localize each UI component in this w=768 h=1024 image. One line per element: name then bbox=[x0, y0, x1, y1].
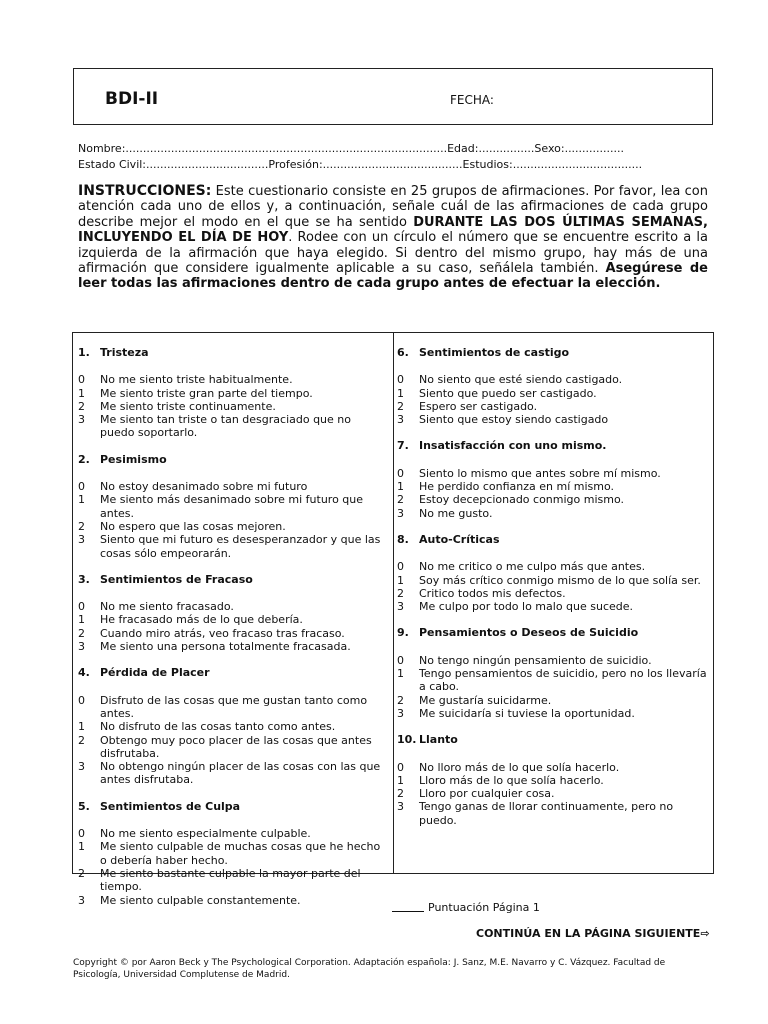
question-heading bbox=[397, 733, 709, 746]
answer-value[interactable]: 1 bbox=[397, 573, 404, 587]
answer-option[interactable] bbox=[397, 373, 709, 386]
answer-text: Obtengo muy poco placer de las cosas que antes disfrutaba. bbox=[100, 733, 372, 760]
answer-option[interactable] bbox=[78, 827, 388, 840]
question-heading bbox=[78, 573, 388, 586]
answer-text: Me siento una persona totalmente fracasada. bbox=[100, 640, 351, 654]
question-title: Sentimientos de castigo bbox=[419, 346, 570, 359]
page-score bbox=[392, 901, 540, 914]
answer-option[interactable] bbox=[78, 867, 388, 894]
answer-value[interactable]: 1 bbox=[397, 480, 404, 494]
answer-option[interactable] bbox=[397, 800, 709, 827]
answer-option[interactable] bbox=[78, 387, 388, 400]
answer-text: Me siento culpable constantemente. bbox=[100, 893, 301, 907]
answer-text: Critico todos mis defectos. bbox=[419, 586, 566, 600]
answer-option[interactable] bbox=[78, 413, 388, 440]
answer-value[interactable]: 0 bbox=[397, 373, 404, 387]
instructions-text-2: . Rodee con un círculo el número que se encuentre escrito a la izquierda de la afirmación que haya elegido. Si dentro del mismo grupo, hay más de una afirmación que considere igualmente aplicable a su caso, señálela también. bbox=[78, 230, 708, 277]
question-heading bbox=[78, 800, 388, 813]
answer-text: Me siento tan triste o tan desgraciado que no puedo soportarlo. bbox=[100, 413, 351, 440]
score-blank[interactable] bbox=[392, 911, 424, 912]
answer-value[interactable]: 3 bbox=[397, 506, 404, 520]
answer-text: Me siento culpable de muchas cosas que he hecho o debería haber hecho. bbox=[100, 840, 381, 867]
answer-text: No obtengo ningún placer de las cosas con las que antes disfrutaba. bbox=[100, 760, 381, 787]
answer-value[interactable]: 1 bbox=[78, 840, 85, 854]
answer-value[interactable]: 0 bbox=[397, 560, 404, 574]
question-item bbox=[78, 666, 388, 786]
answer-text: No siento que esté siendo castigado. bbox=[419, 373, 623, 387]
question-heading bbox=[78, 666, 388, 679]
instructions bbox=[78, 184, 708, 292]
form-title: BDI-II bbox=[105, 89, 159, 109]
answer-option[interactable] bbox=[78, 400, 388, 413]
question-number: 1. bbox=[78, 346, 90, 359]
patient-info bbox=[78, 141, 714, 173]
patient-info-line-2: Estado Civil:...................................Profesión:........................................Estudios:..................................... bbox=[78, 158, 643, 171]
answer-option[interactable] bbox=[78, 533, 388, 560]
answer-text: Siento que puedo ser castigado. bbox=[419, 386, 597, 400]
answer-option[interactable] bbox=[78, 373, 388, 386]
items-column-left bbox=[78, 346, 388, 920]
answer-option[interactable] bbox=[397, 600, 709, 613]
patient-info-line-1: Nombre:............................................................................................Edad:................Sexo:................. bbox=[78, 142, 625, 155]
answer-value[interactable]: 3 bbox=[397, 800, 404, 814]
question-title: Sentimientos de Fracaso bbox=[100, 572, 253, 586]
answer-value[interactable]: 0 bbox=[78, 373, 85, 387]
answer-text: Cuando miro atrás, veo fracaso tras fracaso. bbox=[100, 626, 345, 640]
answer-text: Tengo pensamientos de suicidio, pero no los llevaría a cabo. bbox=[419, 667, 707, 694]
question-title: Pesimismo bbox=[100, 452, 167, 466]
question-title: Sentimientos de Culpa bbox=[100, 799, 241, 813]
answer-option[interactable] bbox=[397, 667, 709, 694]
answer-option[interactable] bbox=[78, 894, 388, 907]
question-number: 10. bbox=[397, 733, 417, 747]
answer-option[interactable] bbox=[78, 613, 388, 626]
answer-option[interactable] bbox=[78, 640, 388, 653]
answer-option[interactable] bbox=[78, 694, 388, 721]
question-item bbox=[397, 733, 709, 827]
question-heading bbox=[78, 346, 388, 359]
answer-value[interactable]: 2 bbox=[78, 519, 85, 533]
answer-text: No disfruto de las cosas tanto como antes. bbox=[100, 720, 336, 734]
answer-text: Me suicidaría si tuviese la oportunidad. bbox=[419, 706, 635, 720]
right-arrow-icon: ⇨ bbox=[700, 927, 710, 940]
answer-value[interactable]: 3 bbox=[78, 413, 85, 427]
answer-option[interactable] bbox=[397, 707, 709, 720]
answer-option[interactable] bbox=[397, 387, 709, 400]
question-item bbox=[78, 800, 388, 907]
answer-text: No me critico o me culpo más que antes. bbox=[419, 560, 646, 574]
answer-value[interactable]: 3 bbox=[78, 533, 85, 547]
question-item bbox=[397, 439, 709, 519]
instructions-emphasis-1: DURANTE LAS DOS ÚLTIMAS SEMANAS, INCLUYENDO EL DÍA DE HOY bbox=[78, 214, 708, 246]
answer-value[interactable]: 2 bbox=[397, 693, 404, 707]
answer-value[interactable]: 3 bbox=[397, 600, 404, 614]
answer-option[interactable] bbox=[397, 560, 709, 573]
question-number: 5. bbox=[78, 799, 90, 813]
answer-text: Siento que estoy siendo castigado bbox=[419, 413, 609, 427]
answer-text: Espero ser castigado. bbox=[419, 399, 538, 413]
answer-value[interactable]: 2 bbox=[397, 787, 404, 801]
question-heading bbox=[397, 439, 709, 452]
answer-value[interactable]: 1 bbox=[78, 613, 85, 627]
answer-value[interactable]: 3 bbox=[78, 760, 85, 774]
copyright-notice: Copyright © por Aaron Beck y The Psychological Corporation. Adaptación española: J. Sanz, M.E. Navarro y C. Vázquez. Facultad de Psicología, Universidad Complutense de Madrid. bbox=[73, 958, 666, 980]
question-number: 4. bbox=[78, 666, 90, 680]
question-number: 6. bbox=[397, 346, 409, 359]
answer-option[interactable] bbox=[397, 761, 709, 774]
answer-option[interactable] bbox=[397, 507, 709, 520]
question-title: Auto-Críticas bbox=[419, 532, 500, 546]
answer-option[interactable] bbox=[78, 480, 388, 493]
answer-text: Me culpo por todo lo malo que sucede. bbox=[419, 600, 634, 614]
answer-option[interactable] bbox=[78, 720, 388, 733]
question-item bbox=[397, 346, 709, 426]
question-heading bbox=[397, 533, 709, 546]
question-item bbox=[78, 573, 388, 653]
answer-text: He perdido confianza en mí mismo. bbox=[419, 480, 615, 494]
items-column-right bbox=[397, 346, 709, 840]
answer-text: No espero que las cosas mejoren. bbox=[100, 519, 286, 533]
answer-text: No estoy desanimado sobre mi futuro bbox=[100, 480, 308, 494]
answer-value[interactable]: 1 bbox=[397, 667, 404, 681]
answer-value[interactable]: 0 bbox=[397, 466, 404, 480]
answer-option[interactable] bbox=[78, 734, 388, 761]
question-item bbox=[78, 453, 388, 560]
answer-value[interactable]: 1 bbox=[78, 493, 85, 507]
answer-text: No me gusto. bbox=[419, 506, 493, 520]
items-box bbox=[72, 332, 714, 907]
instructions-text-1: Este cuestionario consiste en 25 grupos de afirmaciones. Por favor, lea con atención cada uno de ellos y, a continuación, señale cuál de las afirmaciones de cada grupo describe mejor el modo en el que se ha sentido bbox=[78, 184, 708, 230]
instructions-emphasis-2: Asegúrese de leer todas las afirmaciones dentro de cada grupo antes de efectuar la elección. bbox=[78, 261, 709, 292]
answer-option[interactable] bbox=[78, 840, 388, 867]
answer-text: Siento que mi futuro es desesperanzador y que las cosas sólo empeorarán. bbox=[100, 533, 381, 560]
answer-option[interactable] bbox=[397, 480, 709, 493]
answer-value[interactable]: 0 bbox=[78, 827, 85, 841]
answer-value[interactable]: 2 bbox=[397, 586, 404, 600]
date-label: FECHA: bbox=[450, 93, 494, 107]
answer-value[interactable]: 2 bbox=[78, 399, 85, 413]
answer-value[interactable]: 3 bbox=[78, 640, 85, 654]
answer-option[interactable] bbox=[78, 520, 388, 533]
question-number: 8. bbox=[397, 532, 409, 546]
answer-value[interactable]: 2 bbox=[397, 493, 404, 507]
answer-text: No tengo ningún pensamiento de suicidio. bbox=[419, 653, 652, 667]
answer-text: Lloro más de lo que solía hacerlo. bbox=[419, 773, 604, 787]
question-item bbox=[397, 533, 709, 613]
continue-label: CONTINÚA EN LA PÁGINA SIGUIENTE bbox=[476, 927, 701, 940]
question-heading bbox=[397, 346, 709, 359]
answer-value[interactable]: 1 bbox=[78, 386, 85, 400]
answer-text: He fracasado más de lo que debería. bbox=[100, 613, 303, 627]
question-title: Llanto bbox=[419, 733, 458, 747]
answer-value[interactable]: 3 bbox=[397, 706, 404, 720]
answer-option[interactable] bbox=[397, 774, 709, 787]
answer-text: No me siento triste habitualmente. bbox=[100, 373, 293, 387]
question-number: 7. bbox=[397, 439, 409, 453]
answer-option[interactable] bbox=[78, 627, 388, 640]
answer-value[interactable]: 3 bbox=[78, 893, 85, 907]
answer-value[interactable]: 3 bbox=[397, 413, 404, 427]
answer-option[interactable] bbox=[397, 493, 709, 506]
answer-value[interactable]: 0 bbox=[78, 600, 85, 614]
instructions-lead: INSTRUCCIONES: bbox=[78, 183, 212, 199]
question-number: 3. bbox=[78, 572, 90, 586]
answer-option[interactable] bbox=[78, 600, 388, 613]
answer-value[interactable]: 0 bbox=[397, 760, 404, 774]
answer-text: No me siento fracasado. bbox=[100, 600, 234, 614]
answer-text: Me siento bastante culpable la mayor parte del tiempo. bbox=[100, 866, 361, 894]
answer-value[interactable]: 2 bbox=[78, 733, 85, 747]
answer-value[interactable]: 0 bbox=[78, 693, 85, 707]
answer-value[interactable]: 1 bbox=[397, 773, 404, 787]
answer-text: Lloro por cualquier cosa. bbox=[419, 787, 555, 801]
answer-option[interactable] bbox=[397, 400, 709, 413]
answer-value[interactable]: 0 bbox=[397, 653, 404, 667]
answer-text: Me siento más desanimado sobre mi futuro que antes. bbox=[100, 493, 364, 520]
question-number: 2. bbox=[78, 452, 90, 466]
header-box bbox=[73, 68, 713, 125]
continue-note bbox=[476, 927, 710, 940]
answer-text: Me gustaría suicidarme. bbox=[419, 693, 552, 707]
answer-option[interactable] bbox=[397, 787, 709, 800]
question-title: Pérdida de Placer bbox=[100, 666, 210, 680]
question-title: Tristeza bbox=[100, 346, 149, 359]
question-item bbox=[397, 626, 709, 720]
question-title: Insatisfacción con uno mismo. bbox=[419, 439, 607, 453]
answer-text: No lloro más de lo que solía hacerlo. bbox=[419, 760, 620, 774]
question-title: Pensamientos o Deseos de Suicidio bbox=[419, 626, 639, 640]
answer-value[interactable]: 0 bbox=[78, 480, 85, 494]
answer-value[interactable]: 1 bbox=[78, 720, 85, 734]
question-heading bbox=[78, 453, 388, 466]
answer-text: Estoy decepcionado conmigo mismo. bbox=[419, 493, 625, 507]
score-label: Puntuación Página 1 bbox=[428, 901, 540, 914]
answer-text: Me siento triste continuamente. bbox=[100, 399, 276, 413]
answer-value[interactable]: 1 bbox=[397, 386, 404, 400]
answer-option[interactable] bbox=[397, 587, 709, 600]
answer-value[interactable]: 2 bbox=[78, 626, 85, 640]
question-heading bbox=[397, 626, 709, 639]
answer-option[interactable] bbox=[397, 654, 709, 667]
column-divider bbox=[393, 333, 394, 873]
answer-option[interactable] bbox=[78, 760, 388, 787]
answer-option[interactable] bbox=[397, 413, 709, 426]
answer-option[interactable] bbox=[397, 467, 709, 480]
answer-text: Soy más crítico conmigo mismo de lo que solía ser. bbox=[419, 573, 701, 587]
answer-value[interactable]: 2 bbox=[397, 399, 404, 413]
answer-text: Tengo ganas de llorar continuamente, pero no puedo. bbox=[419, 800, 674, 827]
answer-option[interactable] bbox=[397, 574, 709, 587]
question-number: 9. bbox=[397, 626, 409, 640]
answer-text: Disfruto de las cosas que me gustan tanto como antes. bbox=[100, 693, 368, 720]
answer-option[interactable] bbox=[78, 493, 388, 520]
answer-value[interactable]: 2 bbox=[78, 866, 85, 880]
answer-text: Me siento triste gran parte del tiempo. bbox=[100, 386, 313, 400]
answer-text: Siento lo mismo que antes sobre mí mismo. bbox=[419, 466, 661, 480]
answer-text: No me siento especialmente culpable. bbox=[100, 827, 311, 841]
question-item bbox=[78, 346, 388, 440]
answer-option[interactable] bbox=[397, 694, 709, 707]
